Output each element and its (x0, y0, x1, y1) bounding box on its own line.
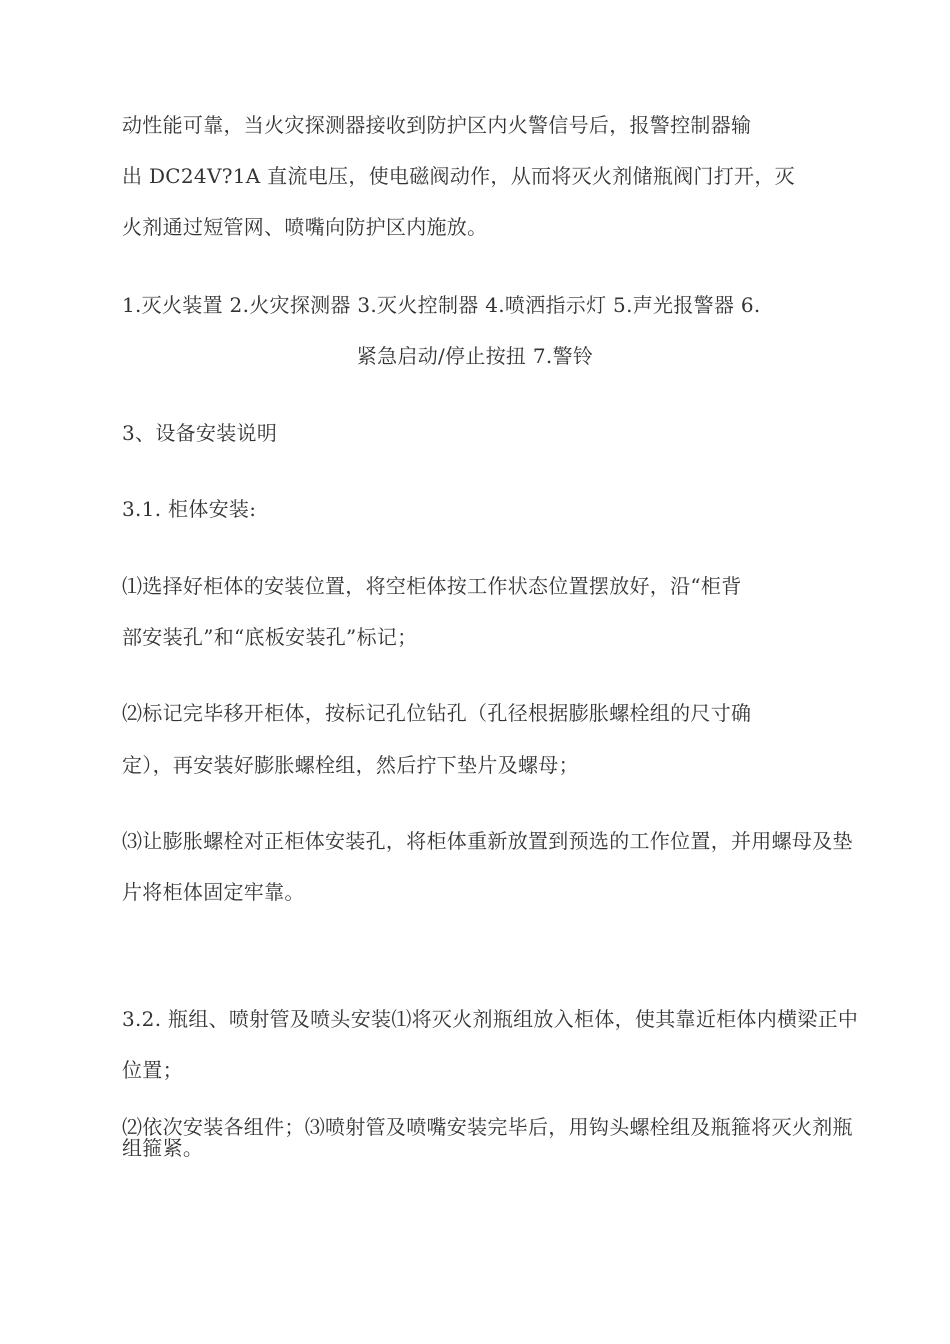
subsection-3-2-line-4: 组箍紧。 (122, 1136, 204, 1160)
caption-line-2: 紧急启动/停止按扭 7.警铃 (356, 344, 594, 368)
subsection-3-2-line-2: 位置； (122, 1058, 183, 1082)
intro-line-1: 动性能可靠，当火灾探测器接收到防护区内火警信号后，报警控制器输 (122, 113, 752, 137)
caption-line-1: 1.灭火装置 2.火灾探测器 3.灭火控制器 4.喷洒指示灯 5.声光报警器 6. (122, 293, 761, 317)
section-heading: 3、设备安装说明 (122, 421, 278, 445)
item-2-line-2: 定），再安装好膨胀螺栓组，然后拧下垫片及螺母； (122, 753, 579, 777)
item-3-line-1: ⑶让膨胀螺栓对正柜体安装孔，将柜体重新放置到预选的工作位置，并用螺母及垫 (122, 829, 853, 853)
subsection-3-2-line-3: ⑵依次安装各组件；⑶喷射管及喷嘴安装完毕后，用钩头螺栓组及瓶箍将灭火剂瓶 (122, 1115, 853, 1139)
item-1-line-2: 部安装孔”和“底板安装孔”标记； (122, 625, 418, 649)
intro-line-3: 火剂通过短管网、喷嘴向防护区内施放。 (122, 215, 488, 239)
item-1-line-1: ⑴选择好柜体的安装位置，将空柜体按工作状态位置摆放好，沿“柜背 (122, 574, 742, 598)
item-2-line-1: ⑵标记完毕移开柜体，按标记孔位钻孔（孔径根据膨胀螺栓组的尺寸确 (122, 701, 752, 725)
subsection-3-1-heading: 3.1. 柜体安装: (122, 497, 257, 521)
subsection-3-2-line-1: 3.2. 瓶组、喷射管及喷头安装⑴将灭火剂瓶组放入柜体，使其靠近柜体内横梁正中 (122, 1007, 859, 1031)
intro-line-2: 出 DC24V?1A 直流电压，使电磁阀动作，从而将灭火剂储瓶阀门打开，灭 (122, 164, 795, 188)
item-3-line-2: 片将柜体固定牢靠。 (122, 880, 305, 904)
